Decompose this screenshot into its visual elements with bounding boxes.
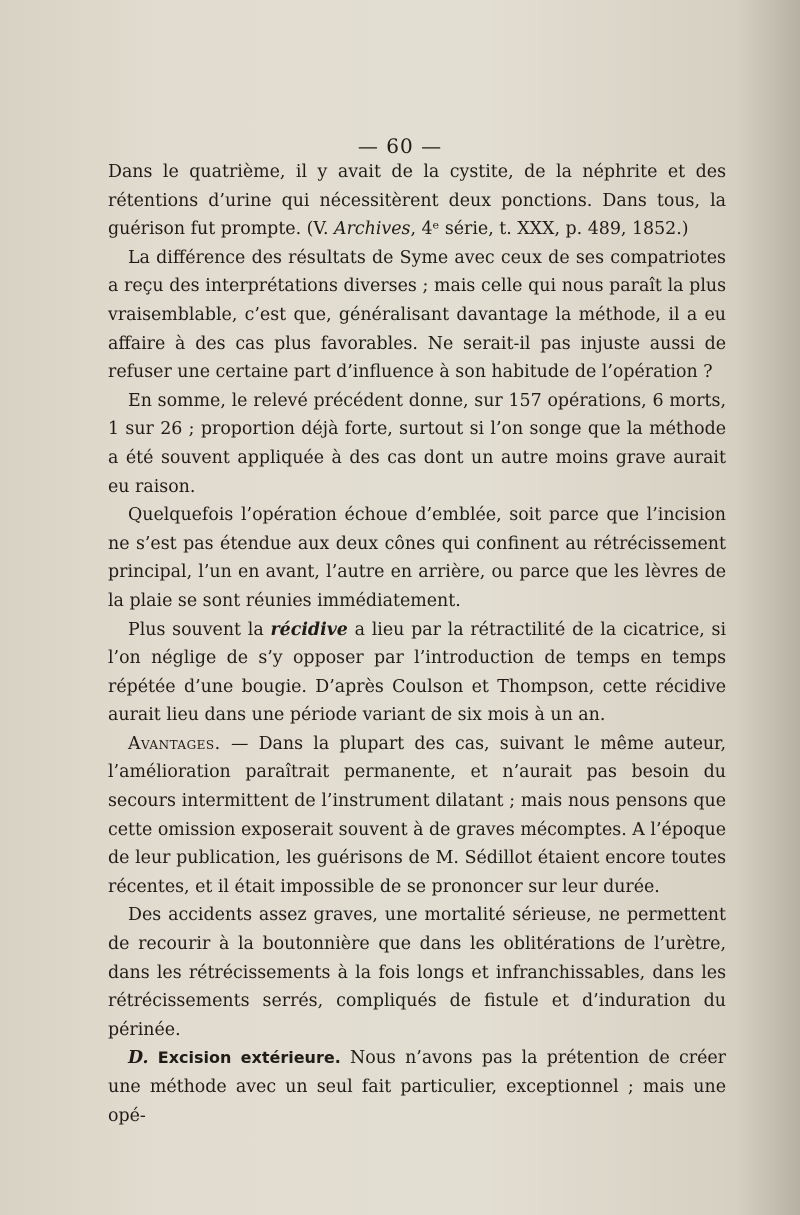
paragraph-6-text: — Dans la plupart des cas, suivant le même auteur, l’amélioration paraîtrait permanente, et n’aurait pas besoin du secours intermittent de l’instrument dilatant ; mais nous pensons que cette omission exposerait souvent à de graves mécomptes. A l’époque de leur publication, les guérisons de M. Sédillot étaient encore toutes récentes, et il était impossible de se prononcer sur leur durée. bbox=[108, 733, 726, 897]
paragraph-1 bbox=[108, 158, 726, 244]
paragraph-1-end: , 4ᵉ série, t. XXX, p. 489, 1852.) bbox=[410, 219, 689, 240]
recidive-term: récidive bbox=[270, 619, 348, 640]
paragraph-5 bbox=[108, 616, 726, 730]
body-text bbox=[108, 158, 726, 1130]
paragraph-5-start: Plus souvent la bbox=[128, 619, 264, 640]
paragraph-4: Quelquefois l’opération échoue d’emblée, soit parce que l’incision ne s’est pas étendue aux deux cônes qui confinent au rétrécissement principal, l’un en avant, l’autre en arrière, ou parce que les lèvres de la plaie se sont réunies immédiatement. bbox=[108, 505, 726, 611]
paragraph-8 bbox=[108, 1044, 726, 1130]
paragraph-7: Des accidents assez graves, une mortalité sérieuse, ne permettent de recourir à la boutonnière que dans les oblitérations de l’urètre, dans les rétrécissements à la fois longs et infranchissables, dans les rétrécissements serrés, compliqués de fistule et d’induration du périnée. bbox=[108, 905, 726, 1040]
paragraph-2: La différence des résultats de Syme avec ceux de ses compatriotes a reçu des interprétations diverses ; mais celle qui nous paraît la plus vraisemblable, c’est que, généralisant davantage la méthode, il a eu affaire à des cas plus favorables. Ne serait-il pas injuste aussi de refuser une certaine part d’influence à son habitude de l’opération ? bbox=[108, 247, 726, 383]
excision-heading: Excision extérieure. bbox=[157, 1048, 341, 1068]
page-number: — 60 — bbox=[357, 134, 443, 158]
paragraph-3: En somme, le relevé précédent donne, sur 157 opérations, 6 morts, 1 sur 26 ; proportion déjà forte, surtout si l’on songe que la méthode a été souvent appliquée à des cas dont un autre moins grave aurait eu raison. bbox=[108, 390, 726, 497]
paragraph-1-text: Dans le quatrième, il y avait de la cystite, de la néphrite et des rétentions d’urine qui nécessitèrent deux ponctions. Dans tous, la guérison fut prompte. (V. bbox=[108, 162, 726, 240]
section-letter: D. bbox=[128, 1048, 149, 1069]
paragraph-5-end: a lieu par la rétractilité de la cicatrice, si l’on néglige de s’y opposer par l’introduction de temps en temps répétée d’une bougie. D’après Coulson et Thompson, cette récidive aurait lieu dans une période variant de six mois à un an. bbox=[108, 619, 727, 726]
archives-title: Archives bbox=[334, 219, 411, 240]
paragraph-6 bbox=[108, 730, 726, 902]
avantages-heading: Avantages. bbox=[128, 733, 221, 754]
paragraph-8-text: Nous n’avons pas la prétention de créer une méthode avec un seul fait particulier, exceptionnel ; mais une opé- bbox=[108, 1048, 726, 1126]
